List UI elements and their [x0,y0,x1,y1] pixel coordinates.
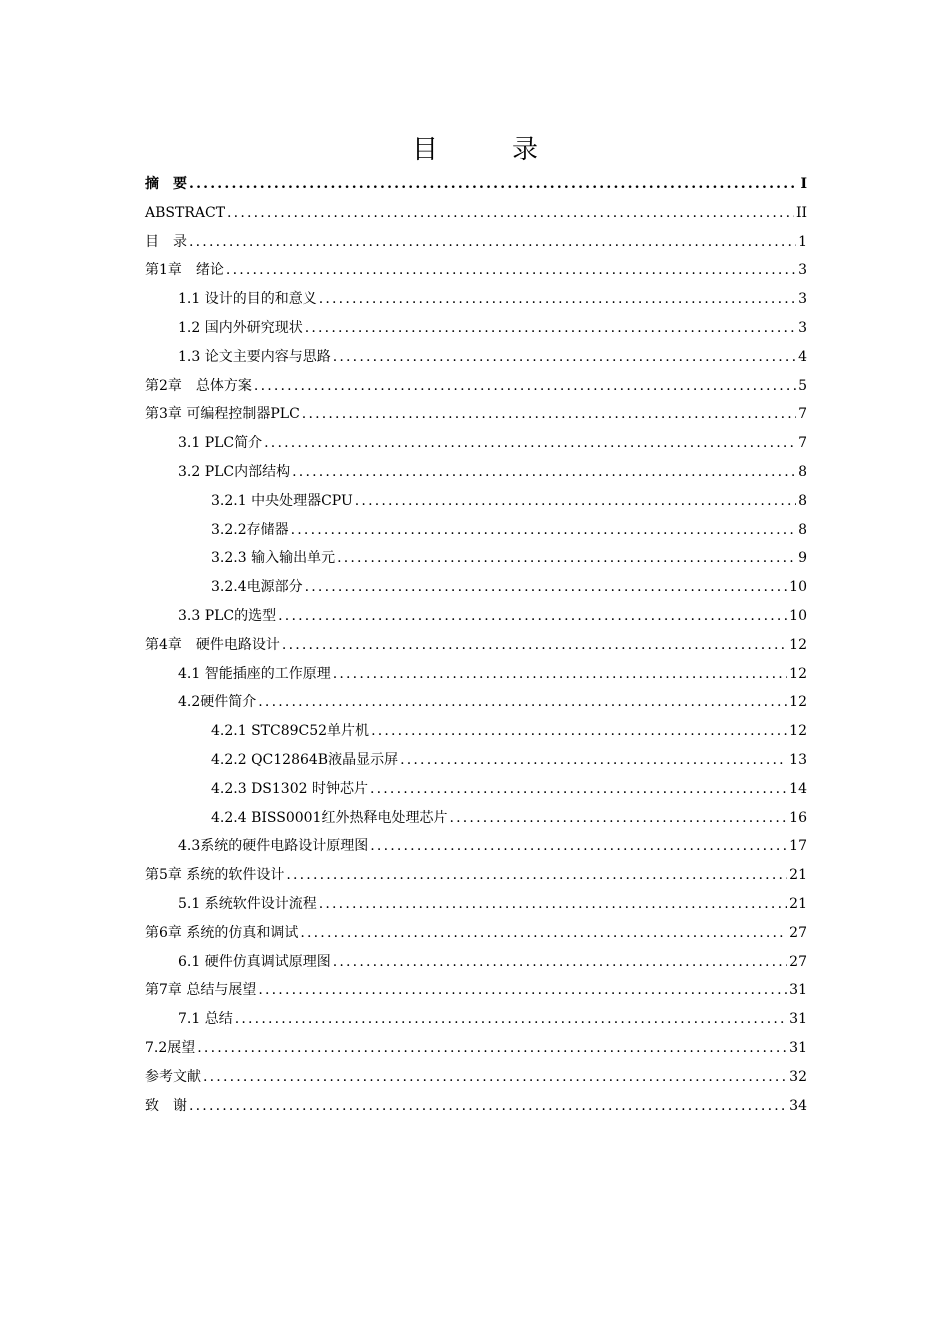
toc-dot-leader [189,1092,787,1121]
toc-entry-title: 第3章 可编程控制器PLC [145,406,300,423]
toc-entry-title: 第6章 系统的仿真和调试 [145,924,299,941]
toc-entry-title: 4.1 智能插座的工作原理 [178,665,331,682]
toc-entry-title: 3.3 PLC的选型 [178,607,277,624]
toc-entry-title: 7.1 总结 [178,1011,233,1028]
toc-dot-leader [203,1063,787,1092]
toc-dot-leader [278,602,787,631]
toc-entry[interactable] [145,602,807,631]
toc-entry-title: 第1章 绪论 [145,262,224,279]
toc-dot-leader [305,573,788,602]
toc-entry-page-number: 31 [789,982,807,999]
toc-entry-title: 第5章 系统的软件设计 [145,867,285,884]
toc-entry-page-number: 8 [798,521,807,538]
toc-entry-title: 参考文献 [145,1068,201,1085]
toc-dot-leader [197,1034,787,1063]
toc-entry[interactable] [145,285,807,314]
toc-entry-page-number: 10 [789,607,807,624]
toc-dot-leader [371,717,787,746]
toc-entry[interactable] [145,1063,807,1092]
toc-entry[interactable] [145,832,807,861]
toc-entry[interactable] [145,228,807,257]
toc-entry-page-number: 4 [798,348,807,365]
toc-dot-leader [227,199,794,228]
toc-dot-leader [254,372,796,401]
toc-entry[interactable] [145,1092,807,1121]
toc-entry-page-number: 8 [798,463,807,480]
toc-entry[interactable] [145,458,807,487]
toc-entry[interactable] [145,429,807,458]
toc-dot-leader [300,919,787,948]
toc-entry[interactable] [145,314,807,343]
toc-entry[interactable] [145,688,807,717]
toc-entry[interactable] [145,919,807,948]
toc-entry-page-number: 12 [789,723,807,740]
toc-entry-page-number: 3 [798,262,807,279]
toc-entry-page-number: 21 [789,895,807,912]
toc-entry-title: 第4章 硬件电路设计 [145,636,280,653]
toc-entry[interactable] [145,372,807,401]
toc-entry-title: 4.2.2 QC12864B液晶显示屏 [211,751,399,768]
toc-entry-page-number: 3 [798,319,807,336]
toc-entry-title: 7.2展望 [145,1039,196,1056]
toc-entry-page-number: 9 [798,550,807,567]
toc-dot-leader [282,631,787,660]
toc-dot-leader [333,343,796,372]
toc-entry-title: 4.3系统的硬件电路设计原理图 [178,838,369,855]
toc-entry[interactable] [145,976,807,1005]
toc-entry-title: 3.2.4电源部分 [211,579,303,596]
toc-entry[interactable] [145,746,807,775]
toc-dot-leader [400,746,787,775]
toc-dot-leader [449,804,787,833]
toc-dot-leader [291,516,796,545]
toc-entry-page-number: 34 [789,1097,807,1114]
toc-entry[interactable] [145,170,807,199]
toc-dot-leader [319,890,787,919]
toc-entry-title: 3.1 PLC简介 [178,435,263,452]
toc-entry-title: ABSTRACT [145,204,226,221]
toc-entry-title: 第7章 总结与展望 [145,982,257,999]
toc-entry-title: 1.3 论文主要内容与思路 [178,348,331,365]
toc-entry-page-number: 27 [789,924,807,941]
page-title: 目 录 [411,135,562,165]
toc-dot-leader [292,458,796,487]
toc-entry[interactable] [145,487,807,516]
toc-entry-title: 目 录 [145,233,187,250]
toc-entry-title: 3.2.2存储器 [211,521,289,538]
toc-entry-page-number: 10 [789,579,807,596]
toc-entry-page-number: 12 [789,694,807,711]
toc-entry[interactable] [145,516,807,545]
toc-dot-leader [305,314,796,343]
toc-entry-page-number: 31 [789,1011,807,1028]
toc-entry-page-number: 32 [789,1068,807,1085]
toc-entry-page-number: 12 [789,636,807,653]
toc-dot-leader [333,660,787,689]
toc-dot-leader [370,832,787,861]
toc-entry[interactable] [145,775,807,804]
toc-entry-title: 致 谢 [145,1097,187,1114]
toc-entry[interactable] [145,573,807,602]
toc-dot-leader [258,976,787,1005]
toc-dot-leader [319,285,796,314]
toc-entry-page-number: I [800,176,807,192]
toc-entry-page-number: 1 [798,233,807,250]
toc-entry-page-number: 5 [798,377,807,394]
toc-entry-page-number: 7 [798,406,807,423]
toc-entry-page-number: 16 [789,809,807,826]
toc-entry-title: 4.2.4 BISS0001红外热释电处理芯片 [211,809,448,826]
toc-entry-page-number: 12 [789,665,807,682]
toc-entry-page-number: 31 [789,1039,807,1056]
toc-entry[interactable] [145,861,807,890]
toc-entry-title: 3.2 PLC内部结构 [178,463,291,480]
toc-dot-leader [258,688,787,717]
toc-entry-title: 6.1 硬件仿真调试原理图 [178,953,331,970]
toc-dot-leader [370,775,787,804]
toc-entry[interactable] [145,256,807,285]
toc-entry[interactable] [145,400,807,429]
toc-entry-title: 3.2.3 输入输出单元 [211,550,336,567]
toc-entry-title: 3.2.1 中央处理器CPU [211,492,353,509]
toc-dot-leader [286,861,787,890]
toc-dot-leader [264,429,796,458]
toc-entry[interactable] [145,948,807,977]
toc-dot-leader [189,228,796,257]
toc-entry[interactable] [145,1005,807,1034]
toc-entry[interactable] [145,890,807,919]
toc-entry[interactable] [145,804,807,833]
toc-entry-title: 4.2硬件简介 [178,694,257,711]
toc-entry-title: 第2章 总体方案 [145,377,252,394]
toc-entry-title: 1.1 设计的目的和意义 [178,291,317,308]
toc-entry[interactable] [145,1034,807,1063]
toc-dot-leader [355,487,796,516]
toc-entry[interactable] [145,544,807,573]
toc-entry[interactable] [145,199,807,228]
toc-entry-page-number: 8 [798,492,807,509]
toc-entry-page-number: 3 [798,291,807,308]
toc-dot-leader [337,544,796,573]
toc-dot-leader [235,1005,787,1034]
toc-entry-page-number: 17 [789,838,807,855]
toc-entry[interactable] [145,631,807,660]
toc-entry-page-number: 13 [789,751,807,768]
toc-entry-page-number: II [795,204,807,221]
toc-entry-page-number: 7 [798,435,807,452]
table-of-contents [145,170,807,1120]
toc-entry[interactable] [145,343,807,372]
toc-entry[interactable] [145,660,807,689]
toc-entry-title: 摘 要 [145,176,187,192]
toc-entry-page-number: 21 [789,867,807,884]
toc-dot-leader [226,256,796,285]
toc-dot-leader [333,948,787,977]
toc-entry-title: 1.2 国内外研究现状 [178,319,303,336]
toc-dot-leader [189,170,798,199]
toc-entry-page-number: 14 [789,780,807,797]
toc-entry-title: 5.1 系统软件设计流程 [178,895,317,912]
toc-entry-title: 4.2.3 DS1302 时钟芯片 [211,780,368,797]
toc-entry[interactable] [145,717,807,746]
toc-dot-leader [302,400,796,429]
toc-entry-title: 4.2.1 STC89C52单片机 [211,723,370,740]
toc-entry-page-number: 27 [789,953,807,970]
